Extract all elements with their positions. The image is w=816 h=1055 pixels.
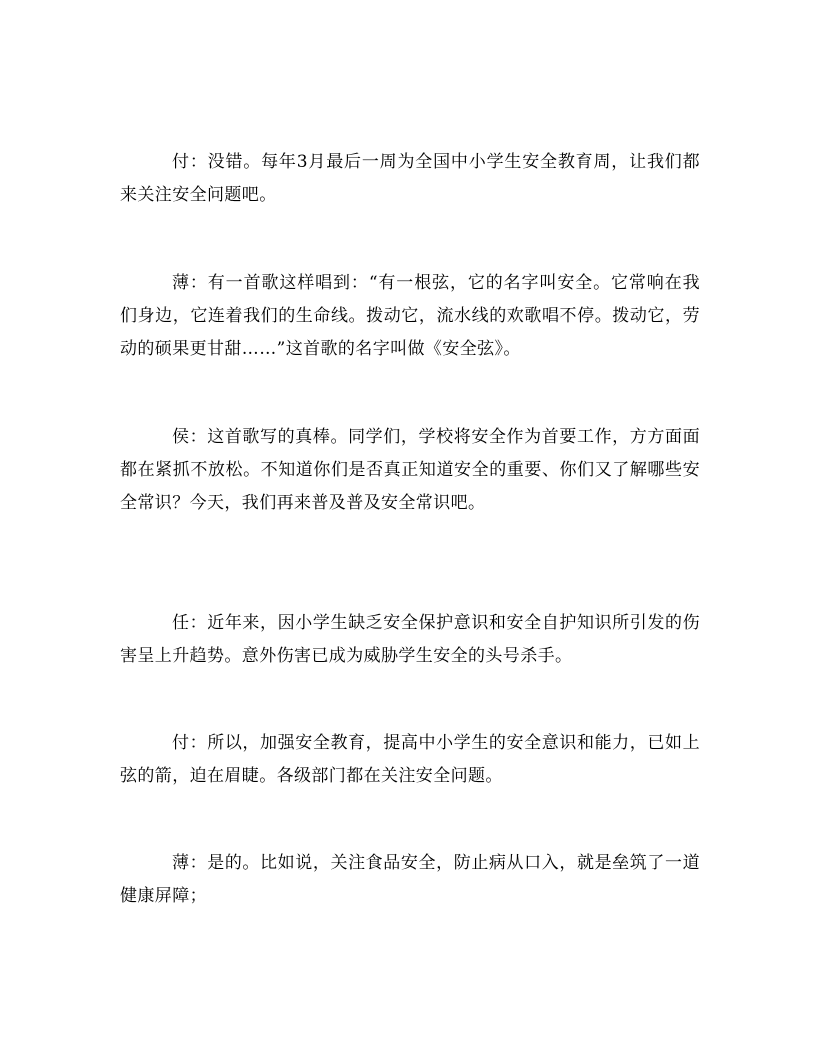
paragraph-5: 付：所以，加强安全教育，提高中小学生的安全意识和能力，已如上弦的箭，迫在眉睫。各级部门都在关注安全问题。: [120, 733, 700, 786]
paragraph-3: 侯：这首歌写的真棒。同学们，学校将安全作为首要工作，方方面面都在紧抓不放松。不知道你们是否真正知道安全的重要、你们又了解哪些安全常识？今天，我们再来普及普及安全常识吧。: [120, 427, 700, 513]
paragraph-4: 任：近年来，因小学生缺乏安全保护意识和安全自护知识所引发的伤害呈上升趋势。意外伤害已成为威胁学生安全的头号杀手。: [120, 613, 700, 666]
paragraph-6: 薄：是的。比如说，关注食品安全，防止病从口入，就是垒筑了一道健康屏障；: [120, 853, 700, 906]
paragraph-2: 薄：有一首歌这样唱到：“有一根弦，它的名字叫安全。它常响在我们身边，它连着我们的生命线。拨动它，流水线的欢歌唱不停。拨动它，劳动的硕果更甘甜……”这首歌的名字叫做《安全弦》。: [120, 273, 700, 359]
paragraph-1: 付：没错。每年3月最后一周为全国中小学生安全教育周，让我们都来关注安全问题吧。: [120, 152, 700, 205]
